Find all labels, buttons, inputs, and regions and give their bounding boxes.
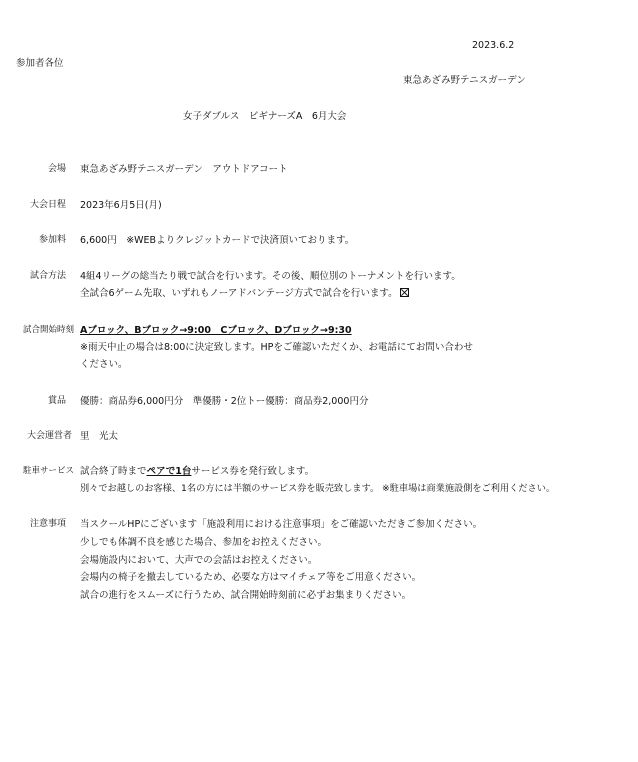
fee-value: 6,600円 ※WEBよりクレジットカードで決済頂いております。 <box>80 235 355 246</box>
document-date: 2023.6.2 <box>472 40 515 51</box>
parking-line-1-post: サービス券を発行致します。 <box>191 466 315 477</box>
notes-label: 注意事項 <box>29 519 66 529</box>
start-time-note-1: ※雨天中止の場合は8:00に決定致します。HPをご確認いただくか、お電話にてお問い合わせ <box>80 342 473 353</box>
schedule-label: 大会日程 <box>29 200 66 210</box>
format-line-1: 4組4リーグの総当たり戦で試合を行います。その後、順位別のトーナメントを行います。 <box>80 271 461 282</box>
event-title: 女子ダブルス ビギナーズA 6月大会 <box>183 111 347 122</box>
notes-line: 会場内の椅子を撤去しているため、必要な方はマイチェア等をご用意ください。 <box>80 572 422 583</box>
parking-line-1-pre: 試合終了時まで <box>80 466 147 477</box>
organizer-label: 大会運営者 <box>26 431 72 441</box>
parking-line-1 <box>80 463 314 480</box>
prize-value: 優勝：商品券6,000円分 準優勝・2位トー優勝：商品券2,000円分 <box>80 396 369 407</box>
start-time-label: 試合開始時刻 <box>22 325 74 335</box>
start-time-note-2: ください。 <box>80 359 128 370</box>
format-line-2-text: 全試合6ゲーム先取、いずれもノーアドバンテージ方式で試合を行います。 <box>80 288 398 299</box>
notes-line: 試合の進行をスムーズに行うため、試合開始時刻前に必ずお集まりください。 <box>80 590 412 601</box>
fee-label: 参加料 <box>38 235 66 245</box>
sender: 東急あざみ野テニスガーデン <box>403 75 526 86</box>
parking-line-2: 別々でお越しのお客様、1名の方には半額のサービス券を販売致します。 ※駐車場は商業施設側をご利用ください。 <box>80 483 556 494</box>
format-label: 試合方法 <box>29 271 66 281</box>
notes-line: 当スクールHPにございます「施設利用における注意事項」をご確認いただきご参加ください。 <box>80 519 483 530</box>
addressee: 参加者各位 <box>16 58 64 69</box>
organizer-value: 里 光太 <box>80 431 119 442</box>
crossed-box-icon <box>400 288 409 297</box>
notes-line: 会場施設内において、大声での会話はお控えください。 <box>80 555 318 566</box>
venue-label: 会場 <box>47 164 66 174</box>
format-line-2 <box>80 285 409 302</box>
schedule-value: 2023年6月5日(月) <box>80 200 162 211</box>
start-time-blocks: Aブロック、Bブロック→9:00 Cブロック、Dブロック→9:30 <box>80 325 352 336</box>
parking-label: 駐車サービス <box>22 466 74 476</box>
prize-label: 賞品 <box>47 396 66 406</box>
venue-value: 東急あざみ野テニスガーデン アウトドアコート <box>80 164 288 175</box>
parking-pair-one-car: ペアで1台 <box>146 466 192 477</box>
notes-line: 少しでも体調不良を感じた場合、参加をお控えください。 <box>80 537 328 548</box>
